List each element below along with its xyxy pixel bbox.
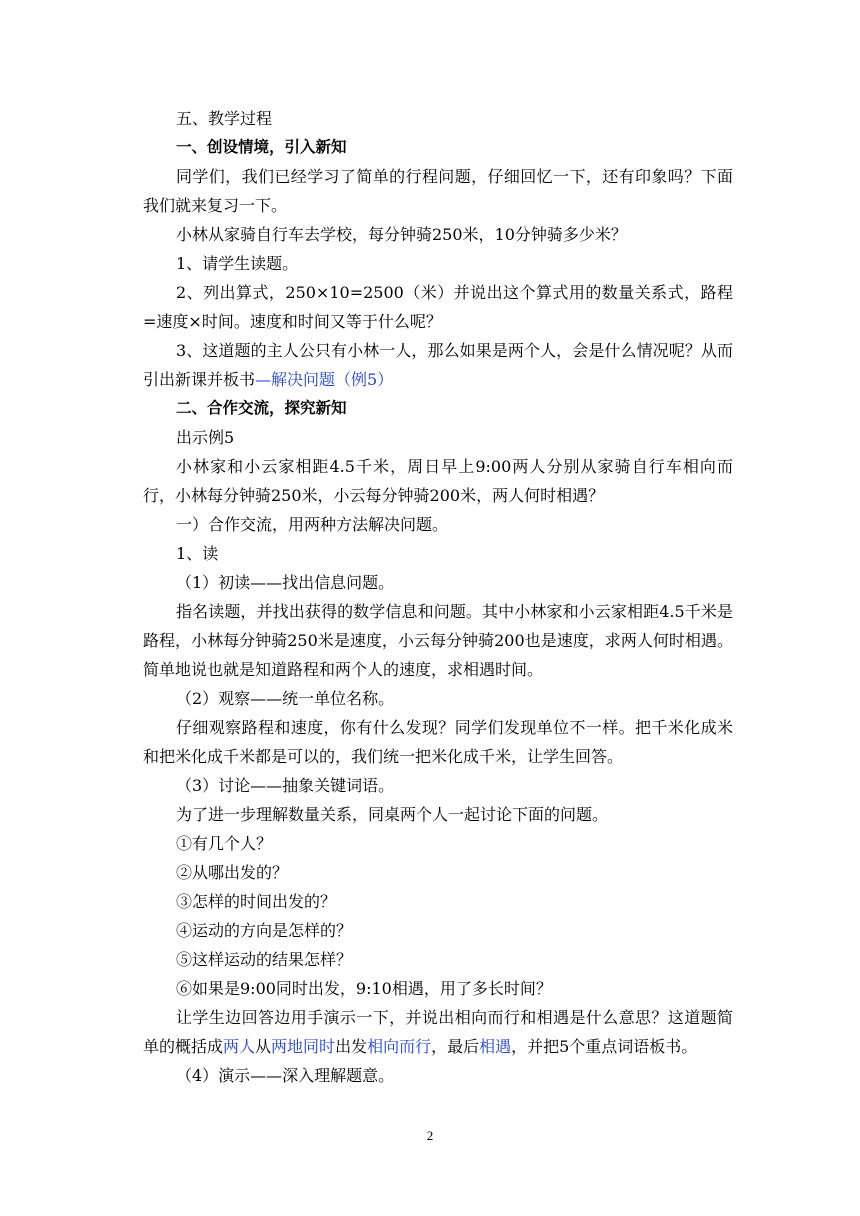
read-step-3-text: 为了进一步理解数量关系，同桌两个人一起讨论下面的问题。 xyxy=(176,805,609,824)
demo-text-c: 出发 xyxy=(335,1037,368,1056)
step-2: 2、列出算式，250×10=2500（米）并说出这个算式用的数量关系式，路程=速度×时间。速度和时间又等于什么呢？ xyxy=(143,283,733,331)
page-number: 2 xyxy=(426,1128,434,1143)
keyword-two-people: 两人 xyxy=(223,1037,256,1056)
step-1: 1、请学生读题。 xyxy=(176,254,299,273)
question-item: ⑥如果是9:00同时出发，9:10相遇，用了多长时间？ xyxy=(176,979,552,998)
question-item: ⑤这样运动的结果怎样？ xyxy=(176,950,353,969)
read-step-1-text: 指名读题，并找出获得的数学信息和问题。其中小林家和小云家相距4.5千米是路程，小林每分钟骑250米是速度，小云每分钟骑200也是速度，求两人何时相遇。简单地说也就是知道路程和两个人的速度，求相遇时间。 xyxy=(143,602,733,679)
document-body xyxy=(143,104,733,1090)
subsection-1: 一）合作交流，用两种方法解决问题。 xyxy=(176,515,449,534)
question-item: ③怎样的时间出发的？ xyxy=(176,892,337,911)
keyword-meet: 相遇 xyxy=(479,1037,512,1056)
question-item: ④运动的方向是怎样的？ xyxy=(176,921,353,940)
example-text: 小林家和小云家相距4.5千米，周日早上9:00两人分别从家骑自行车相向而行，小林每分钟骑250米，小云每分钟骑200米，两人何时相遇？ xyxy=(143,457,733,505)
step-3-text: 3、这道题的主人公只有小林一人，那么如果是两个人，会是什么情况呢？从而引出新课并板书 xyxy=(143,341,733,389)
read-step-2: （2）观察——统一单位名称。 xyxy=(176,689,395,708)
heading-2: 二、合作交流，探究新知 xyxy=(176,399,347,417)
demo-text-a: 让学生边回答边用手演示一下，并说出相向而行和相遇是什么意思？这道题简单的概括成 xyxy=(143,1008,733,1056)
step-3 xyxy=(143,336,733,394)
keyword-opposite-direction: 相向而行 xyxy=(367,1037,432,1056)
section-title: 五、教学过程 xyxy=(176,109,273,128)
keyword-two-places: 两地同时 xyxy=(271,1037,336,1056)
paragraph-review: 同学们，我们已经学习了简单的行程问题，仔细回忆一下，还有印象吗？下面我们就来复习一下。 xyxy=(143,167,733,215)
paragraph-problem-1: 小林从家骑自行车去学校，每分钟骑250米，10分钟骑多少米？ xyxy=(176,225,627,244)
show-example: 出示例5 xyxy=(176,428,235,447)
demo-text-d: ，最后 xyxy=(431,1037,480,1056)
demo-paragraph xyxy=(143,1003,733,1061)
read-step-4: （4）演示——深入理解题意。 xyxy=(176,1066,395,1085)
question-item: ①有几个人？ xyxy=(176,834,273,853)
read-step: 1、读 xyxy=(176,544,219,563)
read-step-1: （1）初读——找出信息问题。 xyxy=(176,573,395,592)
step-3-link: —解决问题（例5） xyxy=(255,370,394,389)
demo-text-b: 从 xyxy=(255,1037,272,1056)
read-step-3: （3）讨论——抽象关键词语。 xyxy=(176,776,395,795)
heading-1: 一、创设情境，引入新知 xyxy=(176,138,347,156)
question-item: ②从哪出发的？ xyxy=(176,863,289,882)
demo-text-e: ，并把5个重点词语板书。 xyxy=(511,1037,698,1056)
read-step-2-text: 仔细观察路程和速度，你有什么发现？同学们发现单位不一样。把千米化成米和把米化成千米都是可以的，我们统一把米化成千米，让学生回答。 xyxy=(143,718,733,766)
